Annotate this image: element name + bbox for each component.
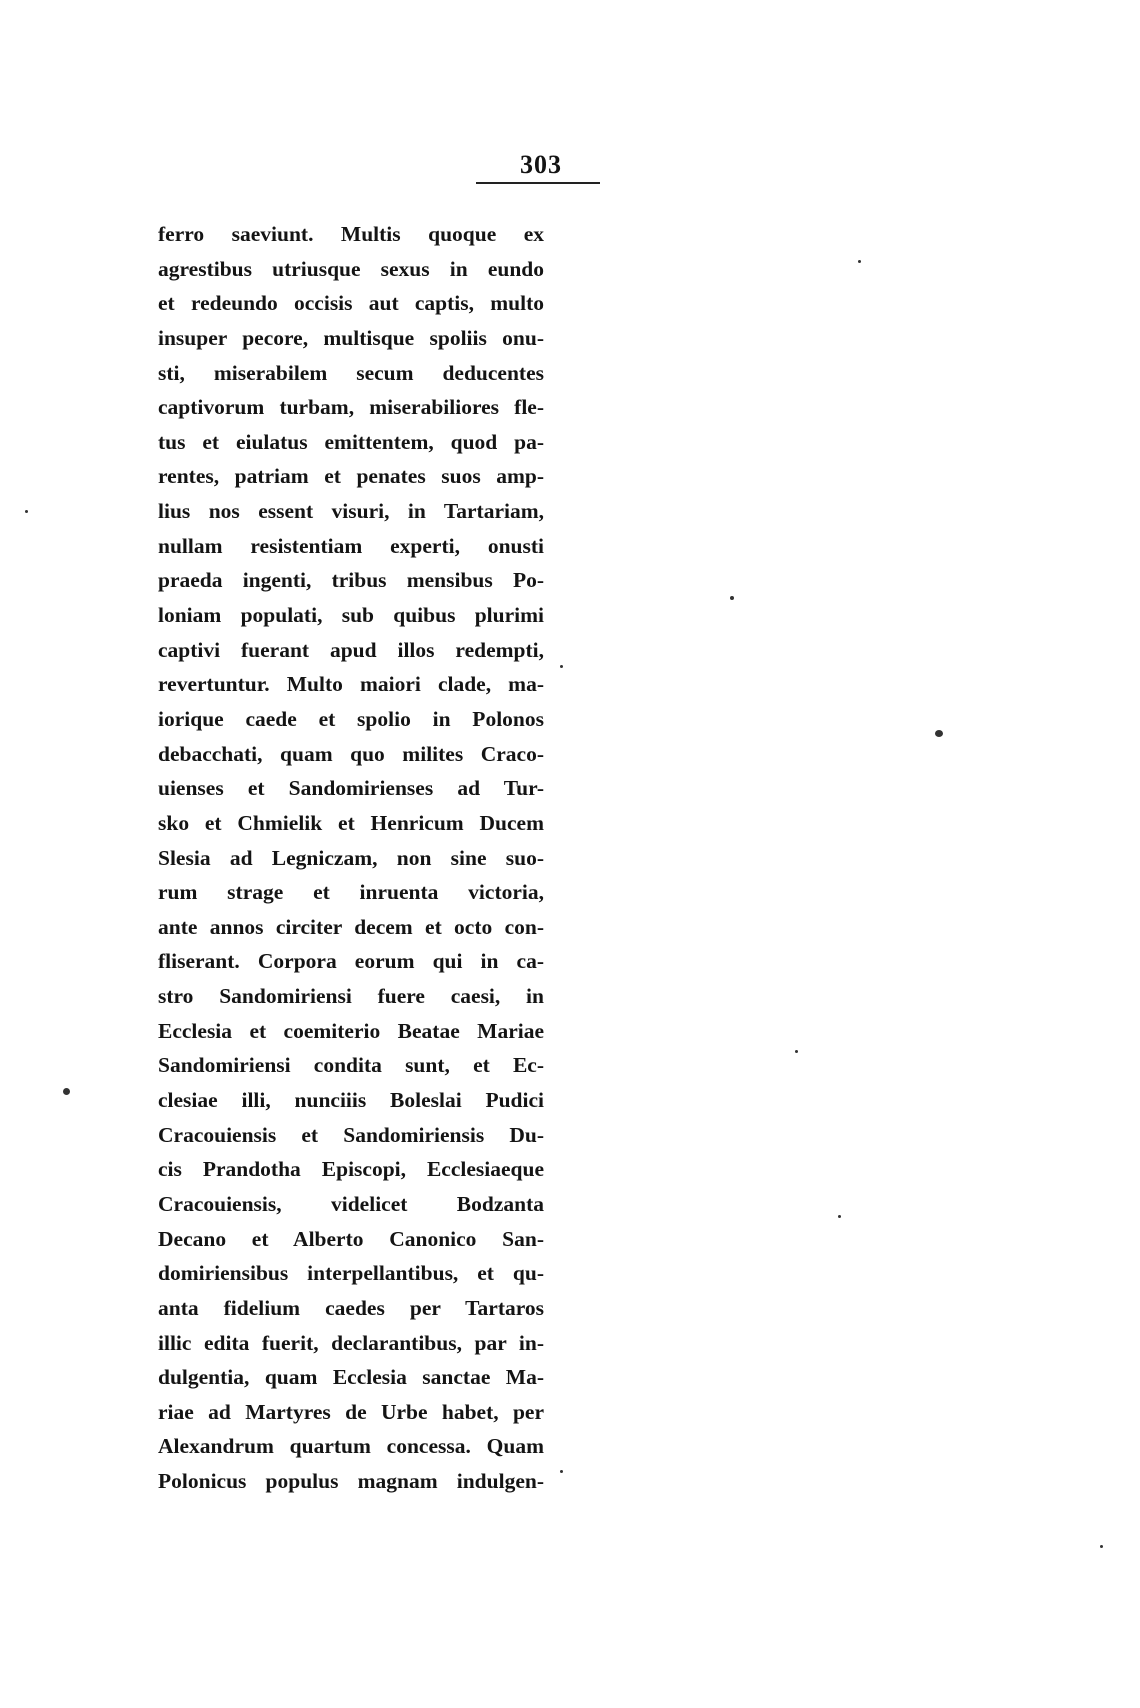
text-line: Decano et Alberto Canonico San- <box>158 1226 544 1251</box>
text-line: Cracouiensis, videlicet Bodzanta <box>158 1191 544 1216</box>
text-line: debacchati, quam quo milites Craco- <box>158 741 544 766</box>
scan-speck <box>560 665 563 668</box>
scan-speck <box>935 730 943 737</box>
text-line: Ecclesia et coemiterio Beatae Mariae <box>158 1018 544 1043</box>
header-rule <box>476 182 600 184</box>
text-line: Cracouiensis et Sandomiriensis Du- <box>158 1122 544 1147</box>
text-line: sko et Chmielik et Henricum Ducem <box>158 810 544 835</box>
scan-speck <box>838 1215 841 1218</box>
text-line: loniam populati, sub quibus plurimi <box>158 603 544 628</box>
scan-speck <box>795 1050 798 1053</box>
scan-speck <box>858 260 861 263</box>
text-line: Polonicus populus magnam indulgen- <box>158 1469 544 1494</box>
text-line: stro Sandomiriensi fuere caesi, in <box>158 984 544 1009</box>
text-line: nullam resistentiam experti, onusti <box>158 533 544 558</box>
scan-speck <box>63 1088 70 1095</box>
text-line: clesiae illi, nunciiis Boleslai Pudici <box>158 1088 544 1113</box>
text-line: domiriensibus interpellantibus, et qu- <box>158 1261 544 1286</box>
body-text <box>158 217 544 1499</box>
text-line: praeda ingenti, tribus mensibus Po- <box>158 568 544 593</box>
text-line: tus et eiulatus emittentem, quod pa- <box>158 429 544 454</box>
text-line: cis Prandotha Episcopi, Ecclesiaeque <box>158 1157 544 1182</box>
text-line: rum strage et inruenta victoria, <box>158 880 544 905</box>
text-line: lius nos essent visuri, in Tartariam, <box>158 499 544 524</box>
text-line: uienses et Sandomirienses ad Tur- <box>158 776 544 801</box>
text-line: rentes, patriam et penates suos amp- <box>158 464 544 489</box>
scan-speck <box>1100 1545 1103 1548</box>
text-line: Alexandrum quartum concessa. Quam <box>158 1434 544 1459</box>
scan-speck <box>25 510 28 513</box>
text-line: revertuntur. Multo maiori clade, ma- <box>158 672 544 697</box>
text-line: dulgentia, quam Ecclesia sanctae Ma- <box>158 1365 544 1390</box>
text-line: captivi fuerant apud illos redempti, <box>158 637 544 662</box>
text-line: fliserant. Corpora eorum qui in ca- <box>158 949 544 974</box>
page-number: 303 <box>520 150 562 179</box>
text-line: Slesia ad Legniczam, non sine suo- <box>158 845 544 870</box>
text-line: sti, miserabilem secum deducentes <box>158 360 544 385</box>
text-line: et redeundo occisis aut captis, multo <box>158 291 544 316</box>
text-line: illic edita fuerit, declarantibus, par in- <box>158 1330 544 1355</box>
text-line: Sandomiriensi condita sunt, et Ec- <box>158 1053 544 1078</box>
text-line: insuper pecore, multisque spoliis onu- <box>158 325 544 350</box>
text-line: ante annos circiter decem et octo con- <box>158 914 544 939</box>
scan-speck <box>730 596 734 600</box>
scan-speck <box>560 1470 563 1473</box>
text-line: captivorum turbam, miserabiliores fle- <box>158 395 544 420</box>
text-line: iorique caede et spolio in Polonos <box>158 706 544 731</box>
text-line: agrestibus utriusque sexus in eundo <box>158 256 544 281</box>
text-line: ferro saeviunt. Multis quoque ex <box>158 222 544 246</box>
text-line: anta fidelium caedes per Tartaros <box>158 1295 544 1320</box>
text-line: riae ad Martyres de Urbe habet, per <box>158 1399 544 1424</box>
